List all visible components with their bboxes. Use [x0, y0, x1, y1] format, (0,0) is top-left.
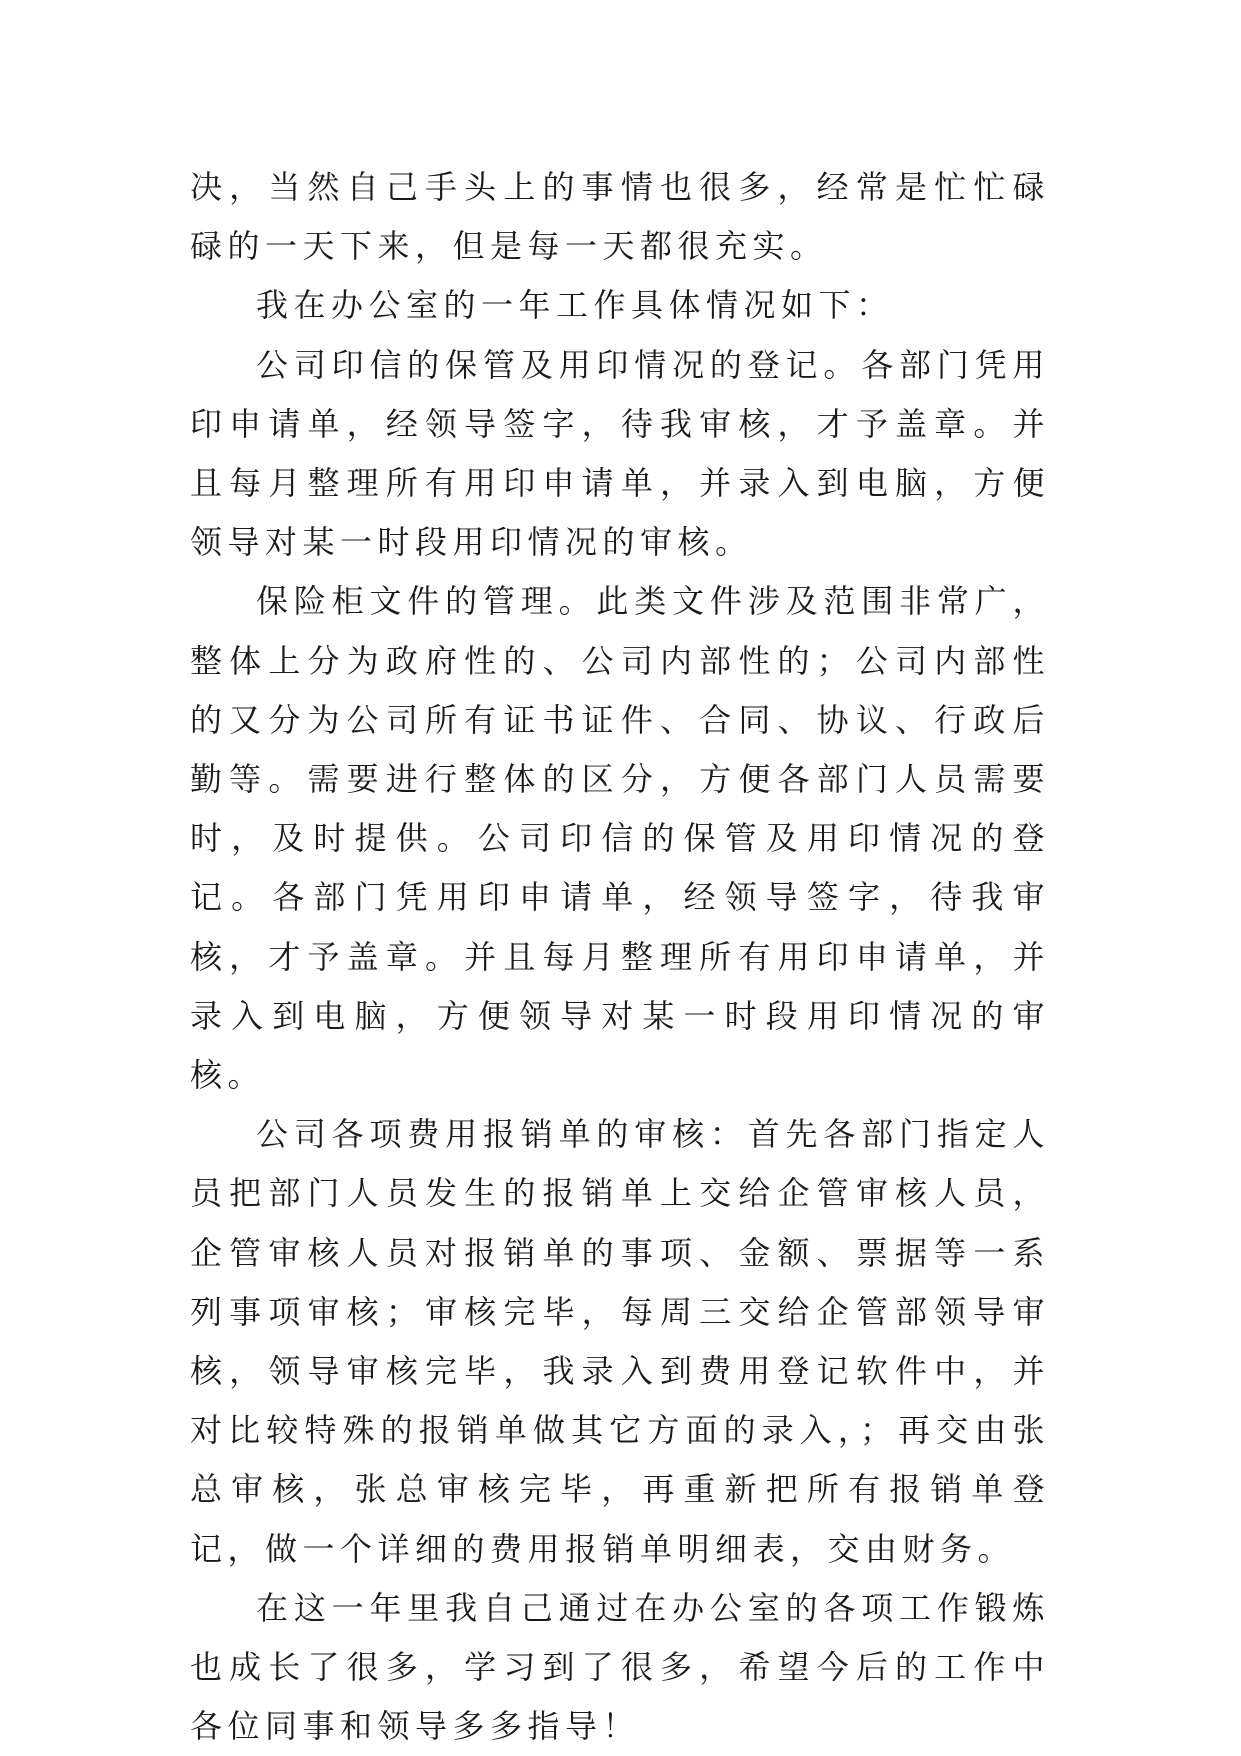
paragraph-safe-files: 保险柜文件的管理。此类文件涉及范围非常广，整体上分为政府性的、公司内部性的；公司内部性的又分为公司所有证书证件、合同、协议、行政后勤等。需要进行整体的区分，方便各部门人员需要时，及时提供。公司印信的保管及用印情况的登记。各部门凭用印申请单，经领导签字，待我审核，才予盖章。并且每月整理所有用印申请单，并录入到电脑，方便领导对某一时段用印情况的审核。 — [190, 582, 1050, 1095]
paragraph-continuation: 决，当然自己手头上的事情也很多，经常是忙忙碌碌的一天下来，但是每一天都很充实。 — [190, 168, 1050, 266]
paragraph-intro: 我在办公室的一年工作具体情况如下： — [256, 286, 894, 325]
paragraph-seal-management: 公司印信的保管及用印情况的登记。各部门凭用印申请单，经领导签字，待我审核，才予盖章。并且每月整理所有用印申请单，并录入到电脑，方便领导对某一时段用印情况的审核。 — [190, 345, 1050, 562]
paragraph-expense-review: 公司各项费用报销单的审核：首先各部门指定人员把部门人员发生的报销单上交给企管审核人员，企管审核人员对报销单的事项、金额、票据等一系列事项审核；审核完毕，每周三交给企管部领导审核，领导审核完毕，我录入到费用登记软件中，并对比较特殊的报销单做其它方面的录入，；再交由张总审核，张总审核完毕，再重新把所有报销单登记，做一个详细的费用报销单明细表，交由财务。 — [190, 1115, 1050, 1568]
document-body — [190, 158, 1050, 1756]
paragraph-conclusion: 在这一年里我自己通过在办公室的各项工作锻炼也成长了很多，学习到了很多，希望今后的工作中各位同事和领导多多指导！ — [190, 1588, 1050, 1746]
